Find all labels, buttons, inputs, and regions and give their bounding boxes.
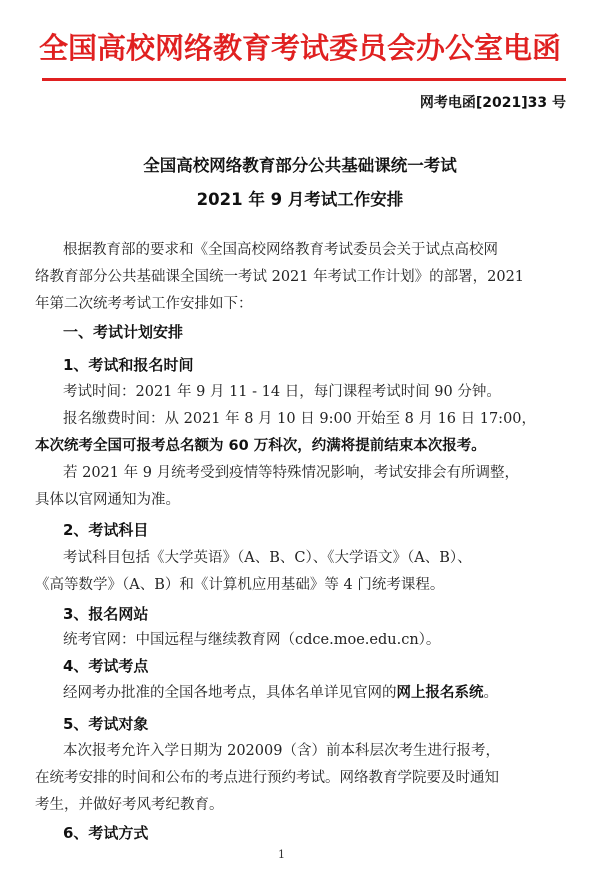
- covid-notice-line2: 具体以官网通知为准。: [35, 492, 180, 508]
- candidates-line1: 本次报考允许入学日期为 202009（含）前本科层次考生进行报考，: [63, 743, 500, 759]
- exam-time-text: 考试时间：2021 年 9 月 11 - 14 日，每门课程考试时间 90 分钟。: [63, 384, 501, 400]
- letterhead-title: 全国高校网络教育考试委员会办公室电函: [38, 31, 561, 65]
- section-heading-plan: 一、考试计划安排: [63, 323, 184, 341]
- intro-line-3: 年第二次统考考试工作安排如下：: [35, 296, 253, 312]
- subheading-test-centers: 4、考试考点: [63, 657, 149, 675]
- subheading-candidates: 5、考试对象: [63, 715, 149, 733]
- subheading-exam-method: 6、考试方式: [63, 824, 149, 842]
- online-registration-system: 网上报名系统: [396, 685, 484, 701]
- subheading-subjects: 2、考试科目: [63, 521, 149, 539]
- covid-notice-line1: 若 2021 年 9 月统考受到疫情等特殊情况影响，考试安排会有所调整，: [63, 465, 520, 481]
- document-number: 网考电函[2021]33 号: [419, 95, 566, 111]
- registration-time-text: 报名缴费时间：从 2021 年 8 月 10 日 9:00 开始至 8 月 16 日 17:00，: [63, 411, 537, 427]
- document-title-line2: 2021 年 9 月考试工作安排: [196, 190, 404, 209]
- candidates-line3: 考生，并做好考风考纪教育。: [35, 797, 224, 813]
- website-line: 统考官网：中国远程与继续教育网（cdce.moe.edu.cn）。: [63, 632, 441, 648]
- test-centers-line: [63, 681, 498, 702]
- intro-line-2: 络教育部分公共基础课全国统一考试 2021 年考试工作计划》的部署，2021: [35, 269, 525, 285]
- test-centers-text: 经网考办批准的全国各地考点，具体名单详见官网的: [63, 685, 397, 701]
- page-number: 1: [278, 848, 285, 861]
- subheading-exam-time: 1、考试和报名时间: [63, 356, 194, 374]
- subjects-line2: 《高等数学》（A、B）和《计算机应用基础》等 4 门统考课程。: [35, 577, 445, 593]
- subjects-line1: 考试科目包括《大学英语》（A、B、C）、《大学语文》（A、B）、: [63, 550, 472, 566]
- intro-line-1: 根据教育部的要求和《全国高校网络教育考试委员会关于试点高校网: [63, 242, 498, 258]
- registration-quota-notice: 本次统考全国可报考总名额为 60 万科次，约满将提前结束本次报考。: [35, 438, 486, 454]
- test-centers-period: 。: [483, 685, 498, 701]
- letterhead-rule: [42, 78, 566, 81]
- subheading-website: 3、报名网站: [63, 605, 149, 623]
- document-title-line1: 全国高校网络教育部分公共基础课统一考试: [143, 156, 457, 175]
- candidates-line2: 在统考安排的时间和公布的考点进行预约考试。网络教育学院要及时通知: [35, 770, 499, 786]
